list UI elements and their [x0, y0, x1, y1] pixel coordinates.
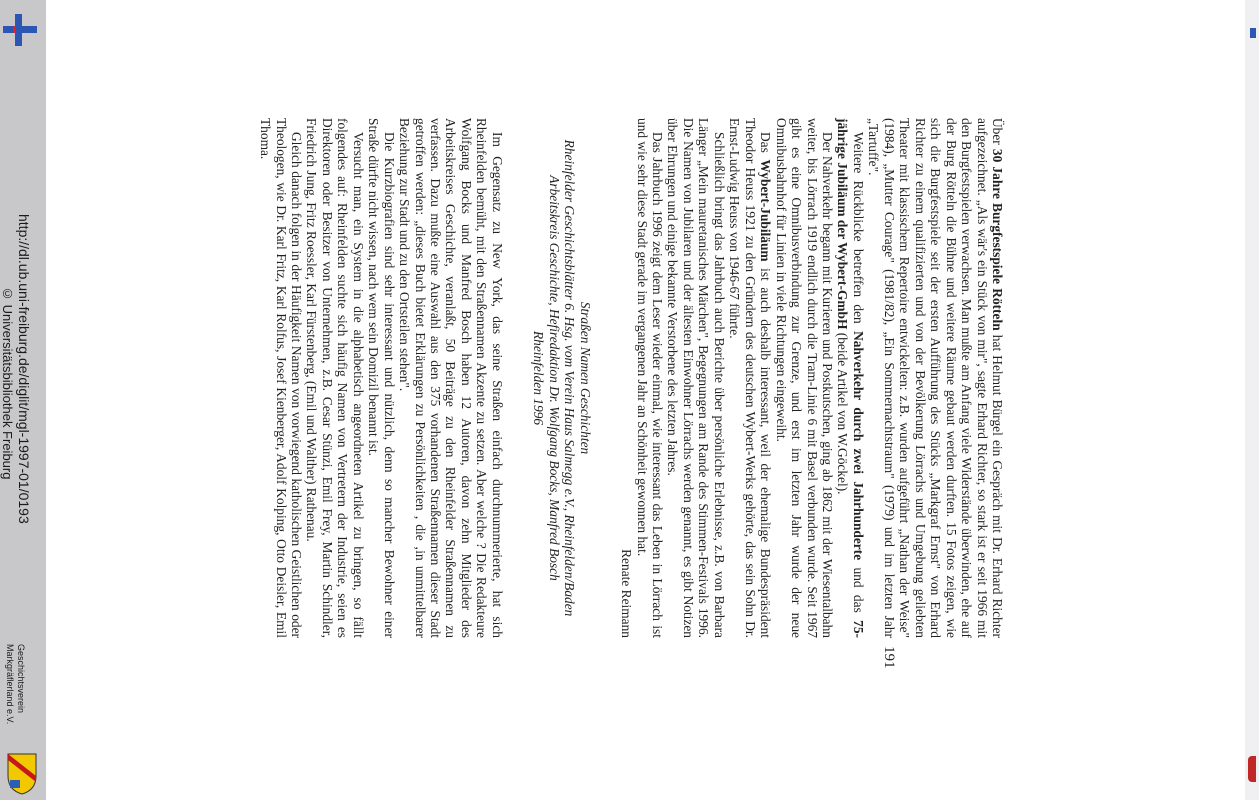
society-name	[4, 644, 26, 724]
paragraph-system: Versucht man, ein System in die alphabetisch angeordneten Artikel zu bringen, so fällt folgendes auf: Rheinfelden suchte sich häufig Namen von Vertretern der Industrie, seien es Direktoren oder Besitzer von Unternehmen, z.B. Cesar Stünzi, Emil Frey, Martin Schindler, Friedrich Jung, Fritz Roessler, Karl Fürstenberg, (Emil und Walther) Rathenau.	[304, 118, 366, 638]
book-title: Straßen Namen Geschichten	[577, 301, 593, 455]
coat-of-arms-icon	[4, 752, 40, 796]
book-editors: Arbeitskreis Geschichte, Hefiredaktion Dr. Wolfgang Bocks, Manfred Bosch	[546, 175, 562, 581]
scanned-page	[220, 118, 1005, 638]
book-place-year: Rheinfelden 1996	[531, 330, 547, 426]
right-edge-strip	[1245, 0, 1259, 800]
paragraph-rueckblicke: Weitere Rückblicke betreffen den Nahverkehr durch zwei Jahrhunderte und das 75-jährige Jubiläum der Wybert-GmbH (beide Artikel von W.Göckel).	[835, 118, 866, 638]
copyright-notice: © Universitätsbibliothek Freiburg	[0, 286, 15, 480]
source-url[interactable]: http://dl.ub.uni-freiburg.de/diglit/mgl-1997-01/0193	[16, 214, 32, 524]
society-name-line1: Geschichtsverein	[16, 644, 26, 714]
society-name-line2: Markgräflerland e.V.	[5, 644, 15, 725]
paragraph-jahrbuch: Das Jahrbuch 1996 zeigt dem Leser wieder einmal, wie interessant das Leben in Lörrach ist und wie sehr diese Stadt gerade im vergangenen Jahr an Schönheit gewonnen hat.	[634, 118, 666, 638]
author-signature: Renate Reimann	[619, 549, 635, 638]
paragraph-burgfestspiele: Über 30 Jahre Burgfestspiele Rötteln hat Helmut Bürgel ein Gespräch mit Dr. Erhard Richter aufgezeichnet. „Als wär's ein Stück von mir", sagte Erhard Richter, so stark ist er seit 1966 mit den Burgfestspielen verwachsen. Man mußte am Anfang viele Widerstände überwinden, ehe auf der Burg Rötteln die Bühne und weitere Räume gebaut werden durften. 15 Fotos zeigen, wie sich die Burgfestspiele seit der ersten Aufführung des Stücks „Markgraf Ernst" von Erhard Richter zu einem qualifizierten und von der Bevölkerung Lörrachs und Umgebung geliebten Theater mit klassischem Repertoire entwickelten: z.B. wurden aufgeführt „Nathan der Weise" (1984), „Mutter Courage" (1981/82), „Ein Sommernachtstraum" (1979) und im letzten Jahr „Tartuffe".	[866, 118, 1005, 638]
paragraph-nahverkehr: Der Nahverkehr begann mit Kurieren und Postkutschen, ging ab 1862 mit der Wiesentalbahn weiter, bis Lörrach 1919 endlich durch die Tram-Linie 6 mit Basel verbunden wurde. Seit 1967 gibt es eine Omnibusverbindung zur Grenze, und erst im letzten Jahr wurde der neue Omnibusbahnhof für Linien in viele Richtungen eingeweiht.	[773, 118, 836, 638]
viewer-sidebar	[0, 0, 46, 800]
book-publisher: Rheinfelder Geschichtsblätter 6. Hsg. vom Verein Haus Salmegg e.V., Rheinfelden/Baden	[562, 139, 578, 617]
paragraph-kurzbiografien: Die Kurzbiografien sind sehr interessant und nützlich, denn so mancher Bewohner einer Straße dürfte nicht wissen, nach wem sein Domizil benannt ist.	[366, 118, 397, 638]
paragraph-new-york: Im Gegensatz zu New York, das seine Straßen einfach durchnummerierte, hat sich Rheinfelden bemüht, mit den Straßennamen Akzente zu setzen. Aber welche ? Die Redakteure Wolfgang Bocks und Manfred Bosch haben 12 Autoren, davon zehn Mitglieder des Arbeitskreises Geschichte, veranlaßt, 50 Beiträge zu den Rheinfelder Straßennamen zu verfassen. Dazu mußte eine Auswahl aus den 375 vorhandenen Straßennamen dieser Stadt getroffen werden: „dieses Buch bietet Erklärungen zu Persönlichkeiten , die ‚in unmittelbarer Beziehung zur Stadt und zu den Ortsteilen stehen".	[397, 118, 505, 638]
paragraph-wybert: Das Wybert-Jubiläum ist auch deshalb interessant, weil der ehemalige Bundespräsident Theodor Heuss 1921 zu den Gründern des deutschen Wybert-Werks gehörte, das sein Sohn Dr. Ernst-Ludwig Heuss von 1946-67 führte.	[727, 118, 774, 638]
paragraph-erlebnisse: Schließlich bringt das Jahrbuch auch Berichte über persönliche Erlebnisse, z.B. von Barbara Länger „Mein mauretanisches Märchen", Begegnungen am Rande des Stimmen-Festivals 1996. Die Namen von Jubilaren und der ältesten Einwohner Lörrachs werden genannt, es gibt Notizen über Ehrungen und einige bekannte Verstorbene des letzten Jahres.	[665, 118, 727, 638]
paragraph-geistliche: Gleich danach folgen in der Häufigkeit Namen von vorwiegend katholischen Geistlichen oder Theologen, wie Dr. Karl Fritz, Karl Rolfus, Josef Kienberger, Adolf Kolping, Otto Deisler, Emil Thoma.	[258, 118, 304, 638]
edge-marker-icon	[1250, 28, 1256, 38]
page-number: 191	[881, 646, 897, 669]
review-heading	[531, 118, 593, 638]
edge-crest-icon	[1248, 756, 1256, 782]
library-cross-icon	[3, 14, 37, 46]
